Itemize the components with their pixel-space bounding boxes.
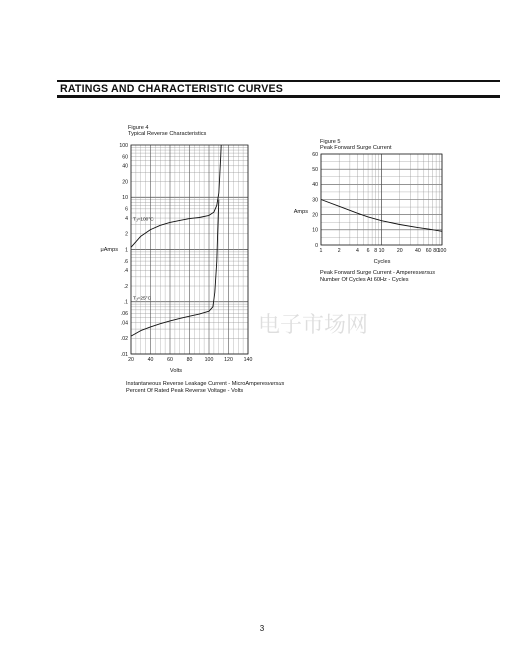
- fig5-y-tick-label: 0: [315, 242, 318, 249]
- fig4-x-tick-label: 140: [243, 357, 253, 363]
- fig5-plot: [312, 152, 446, 254]
- fig4-caption-main: Instantaneous Reverse Leakage Current - MicroAmperes: [126, 381, 268, 387]
- fig5-x-tick-label: 4: [355, 248, 359, 254]
- fig4-x-tick-label: 80: [186, 357, 193, 363]
- fig4-y-tick-label: 4: [125, 215, 128, 222]
- fig4-y-tick-label: .02: [120, 336, 128, 343]
- fig4-label: Figure 4: [128, 125, 149, 131]
- fig5-caption-versus: versus: [418, 270, 436, 276]
- fig5-x-tick-label: 20: [396, 248, 403, 254]
- fig4-x-tick-label: 60: [167, 357, 173, 363]
- fig4-y-tick-label: .2: [123, 283, 128, 290]
- fig5-y-tick-label: 20: [312, 212, 318, 219]
- fig5-x-tick-label: 40: [415, 248, 421, 254]
- fig4-y-tick-label: .4: [123, 268, 128, 275]
- fig4-y-tick-label: 10: [122, 195, 128, 202]
- fig5-y-tick-label: 30: [312, 197, 318, 204]
- fig4-xlabel: Volts: [169, 368, 183, 374]
- page-number: 3: [259, 624, 265, 633]
- fig4-y-tick-label: .04: [120, 320, 128, 327]
- fig4-plot: [119, 143, 252, 363]
- fig5-x-tick-label: 6: [366, 248, 370, 254]
- fig4-y-tick-label: 2: [125, 231, 128, 238]
- fig4-title: Typical Reverse Characteristics: [128, 131, 207, 137]
- fig4-x-tick-label: 40: [147, 357, 154, 363]
- watermark-text: 电子市场网: [258, 312, 369, 337]
- fig4-series-label-25c: $T_J=25^\circ C$: [133, 296, 152, 302]
- fig4-series-label-100c: $T_J=100^\circ C$: [133, 217, 154, 223]
- fig5-caption-line1: [320, 270, 435, 276]
- fig4-x-tick-label: 100: [204, 357, 214, 363]
- fig5-label: Figure 5: [320, 139, 341, 145]
- fig5-x-tick-label: 10: [378, 248, 385, 254]
- fig4-y-tick-label: 60: [122, 154, 128, 161]
- fig4-y-tick-label: .6: [123, 258, 128, 265]
- fig5-x-tick-label: 60: [425, 248, 432, 254]
- fig4-y-tick-label: 40: [122, 163, 128, 170]
- fig4-caption-line2: Percent Of Rated Peak Reverse Voltage - Volts: [126, 388, 244, 394]
- fig5-x-tick-label: 100: [437, 248, 447, 254]
- fig4-y-tick-label: .1: [123, 299, 128, 306]
- fig4-caption-versus: versus: [267, 381, 285, 387]
- fig5-x-tick-label: 2: [337, 248, 341, 254]
- fig4-y-tick-label: .01: [120, 351, 128, 358]
- fig4-y-tick-label: 100: [119, 142, 128, 149]
- fig4-x-tick-label: 20: [128, 357, 134, 363]
- fig5-y-tick-label: 10: [312, 227, 318, 234]
- fig5-x-tick-label: 1: [319, 248, 323, 254]
- fig5-caption-line2: Number Of Cycles At 60Hz - Cycles: [320, 277, 409, 283]
- fig4-y-tick-label: 20: [122, 179, 128, 186]
- fig5-caption-main: Peak Forward Surge Current - Amperes: [320, 270, 419, 276]
- fig4-ylabel: μAmps: [100, 247, 118, 253]
- fig4-x-tick-label: 120: [224, 357, 233, 363]
- fig5-x-tick-label: 80: [433, 248, 440, 254]
- fig5-ylabel: Amps: [293, 209, 308, 215]
- fig5-y-tick-label: 60: [312, 151, 318, 158]
- fig5-y-tick-label: 50: [312, 166, 318, 173]
- fig5-title: Peak Forward Surge Current: [320, 145, 392, 151]
- fig4-y-tick-label: 1: [125, 247, 128, 254]
- section-heading: RATINGS AND CHARACTERISTIC CURVES: [60, 83, 283, 95]
- fig4-y-tick-label: .06: [120, 311, 128, 318]
- fig4-y-tick-label: 6: [125, 206, 128, 213]
- fig5-xlabel: Cycles: [373, 259, 391, 265]
- fig5-y-tick-label: 40: [312, 182, 318, 189]
- fig4-caption-line1: [126, 381, 284, 387]
- fig5-x-tick-label: 8: [374, 248, 378, 254]
- fig4-series-line-100c: [131, 145, 221, 247]
